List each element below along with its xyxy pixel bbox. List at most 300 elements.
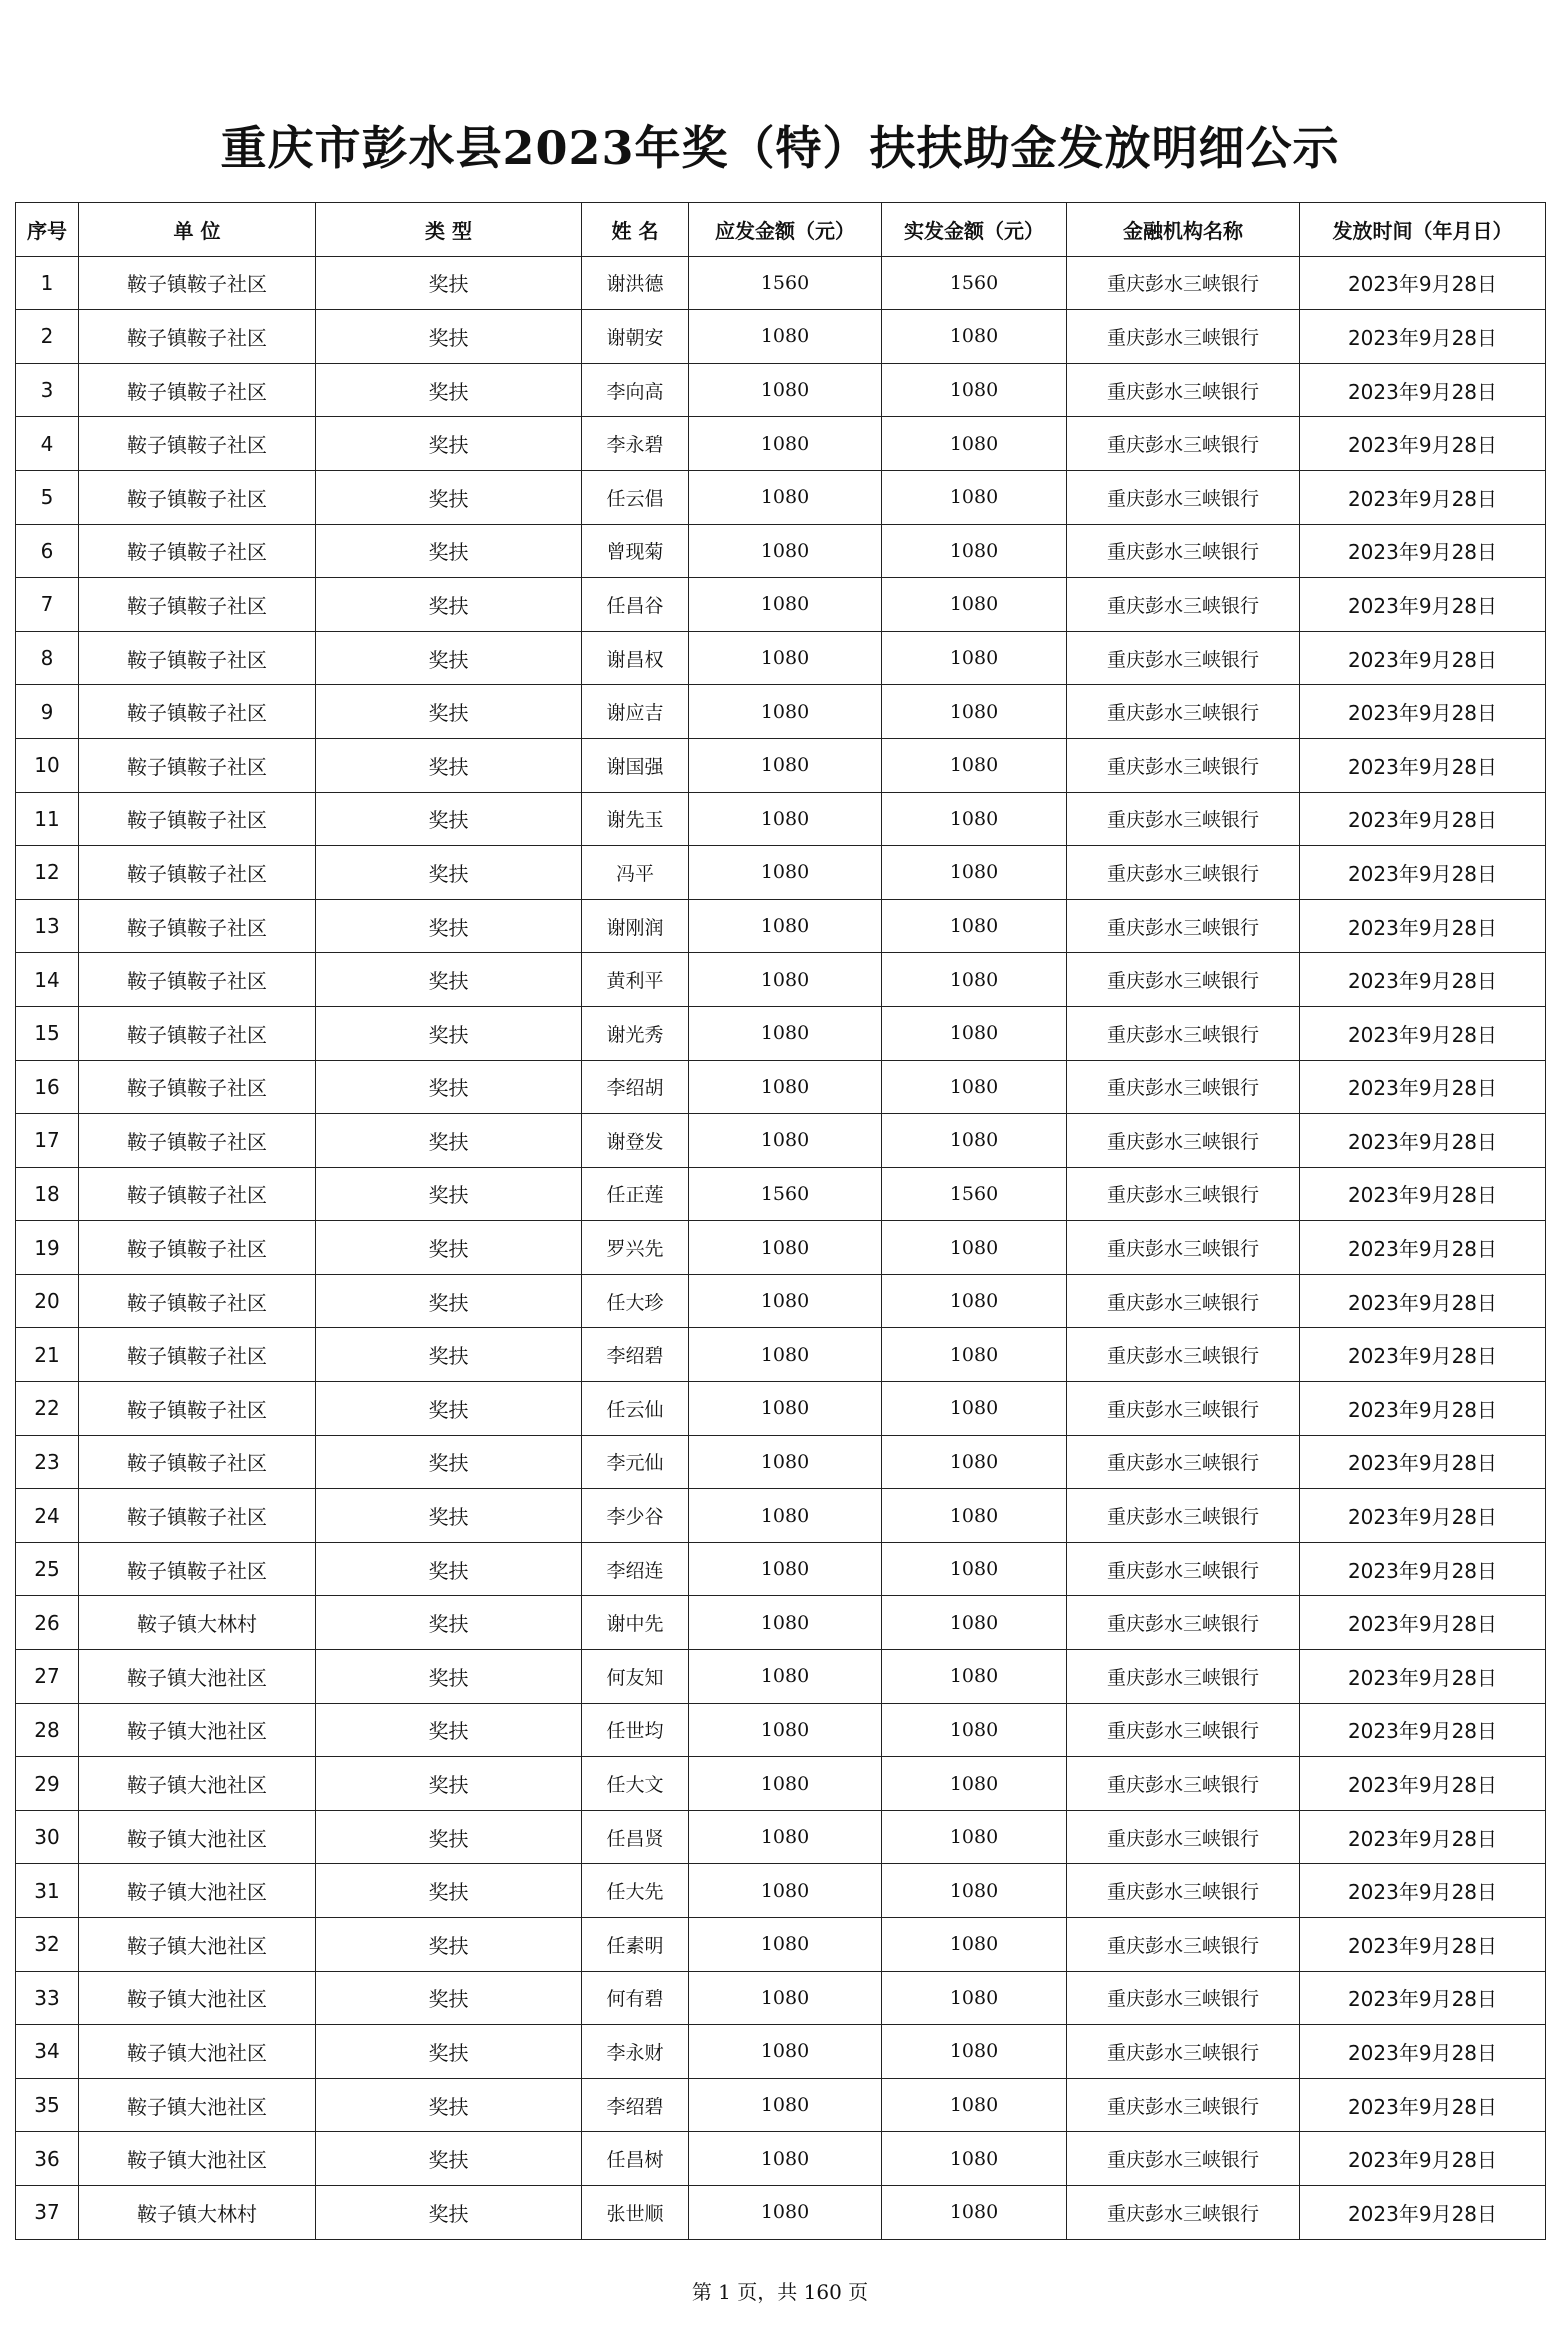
cell-type: 奖扶 [316, 1167, 582, 1221]
cell-amount-due: 1080 [689, 899, 882, 953]
cell-name: 李永财 [582, 2025, 689, 2079]
cell-unit: 鞍子镇鞍子社区 [79, 1060, 316, 1114]
cell-bank: 重庆彭水三峡银行 [1067, 738, 1300, 792]
cell-unit: 鞍子镇大池社区 [79, 2132, 316, 2186]
cell-type: 奖扶 [316, 1596, 582, 1650]
cell-unit: 鞍子镇大池社区 [79, 1971, 316, 2025]
cell-name: 任世均 [582, 1703, 689, 1757]
table-row [16, 1971, 1546, 2025]
cell-unit: 鞍子镇鞍子社区 [79, 1542, 316, 1596]
cell-unit: 鞍子镇大池社区 [79, 2078, 316, 2132]
cell-date: 2023年9月28日 [1300, 1114, 1546, 1168]
cell-date: 2023年9月28日 [1300, 470, 1546, 524]
cell-unit: 鞍子镇鞍子社区 [79, 256, 316, 310]
cell-amount-due: 1080 [689, 1114, 882, 1168]
table-row [16, 1542, 1546, 1596]
cell-type: 奖扶 [316, 1274, 582, 1328]
page-footer: 第 1 页，共 160 页 [691, 2280, 869, 2304]
cell-bank: 重庆彭水三峡银行 [1067, 1167, 1300, 1221]
table-row [16, 685, 1546, 739]
cell-amount-paid: 1080 [882, 363, 1067, 417]
cell-type: 奖扶 [316, 1006, 582, 1060]
cell-type: 奖扶 [316, 1435, 582, 1489]
cell-type: 奖扶 [316, 846, 582, 900]
cell-name: 谢洪德 [582, 256, 689, 310]
cell-name: 谢先玉 [582, 792, 689, 846]
cell-name: 任昌谷 [582, 578, 689, 632]
table-row [16, 363, 1546, 417]
cell-amount-due: 1080 [689, 1918, 882, 1972]
cell-amount-due: 1080 [689, 792, 882, 846]
cell-bank: 重庆彭水三峡银行 [1067, 417, 1300, 471]
cell-type: 奖扶 [316, 310, 582, 364]
cell-amount-paid: 1080 [882, 2078, 1067, 2132]
cell-amount-paid: 1560 [882, 1167, 1067, 1221]
cell-date: 2023年9月28日 [1300, 1918, 1546, 1972]
table-row [16, 1274, 1546, 1328]
cell-date: 2023年9月28日 [1300, 738, 1546, 792]
cell-bank: 重庆彭水三峡银行 [1067, 1435, 1300, 1489]
cell-amount-due: 1080 [689, 1060, 882, 1114]
cell-date: 2023年9月28日 [1300, 363, 1546, 417]
cell-amount-paid: 1080 [882, 310, 1067, 364]
table-row [16, 1918, 1546, 1972]
cell-index: 17 [16, 1114, 79, 1168]
table-row [16, 1167, 1546, 1221]
cell-unit: 鞍子镇大池社区 [79, 1864, 316, 1918]
cell-name: 李少谷 [582, 1489, 689, 1543]
cell-type: 奖扶 [316, 1810, 582, 1864]
cell-unit: 鞍子镇鞍子社区 [79, 310, 316, 364]
cell-index: 33 [16, 1971, 79, 2025]
cell-unit: 鞍子镇鞍子社区 [79, 1435, 316, 1489]
cell-name: 谢国强 [582, 738, 689, 792]
cell-type: 奖扶 [316, 1650, 582, 1704]
header-unit: 单 位 [79, 203, 316, 257]
cell-index: 37 [16, 2185, 79, 2239]
header-name: 姓 名 [582, 203, 689, 257]
cell-bank: 重庆彭水三峡银行 [1067, 2185, 1300, 2239]
table-row [16, 1382, 1546, 1436]
cell-date: 2023年9月28日 [1300, 1221, 1546, 1275]
cell-bank: 重庆彭水三峡银行 [1067, 1221, 1300, 1275]
cell-amount-due: 1080 [689, 578, 882, 632]
cell-index: 27 [16, 1650, 79, 1704]
table-row [16, 1757, 1546, 1811]
cell-amount-paid: 1080 [882, 846, 1067, 900]
cell-index: 21 [16, 1328, 79, 1382]
cell-unit: 鞍子镇鞍子社区 [79, 470, 316, 524]
cell-index: 12 [16, 846, 79, 900]
cell-amount-paid: 1080 [882, 1864, 1067, 1918]
header-date: 发放时间（年月日） [1300, 203, 1546, 257]
cell-unit: 鞍子镇大池社区 [79, 2025, 316, 2079]
cell-amount-due: 1080 [689, 1328, 882, 1382]
cell-bank: 重庆彭水三峡银行 [1067, 1060, 1300, 1114]
cell-index: 14 [16, 953, 79, 1007]
cell-unit: 鞍子镇鞍子社区 [79, 1167, 316, 1221]
cell-name: 任云仙 [582, 1382, 689, 1436]
cell-name: 何有碧 [582, 1971, 689, 2025]
cell-amount-due: 1080 [689, 1703, 882, 1757]
cell-bank: 重庆彭水三峡银行 [1067, 1864, 1300, 1918]
cell-bank: 重庆彭水三峡银行 [1067, 1757, 1300, 1811]
cell-bank: 重庆彭水三峡银行 [1067, 256, 1300, 310]
cell-date: 2023年9月28日 [1300, 846, 1546, 900]
cell-amount-paid: 1080 [882, 1221, 1067, 1275]
cell-index: 23 [16, 1435, 79, 1489]
cell-name: 李永碧 [582, 417, 689, 471]
cell-index: 36 [16, 2132, 79, 2186]
cell-name: 李绍碧 [582, 1328, 689, 1382]
cell-bank: 重庆彭水三峡银行 [1067, 2078, 1300, 2132]
cell-bank: 重庆彭水三峡银行 [1067, 792, 1300, 846]
cell-type: 奖扶 [316, 1060, 582, 1114]
cell-type: 奖扶 [316, 1328, 582, 1382]
cell-name: 李向高 [582, 363, 689, 417]
cell-type: 奖扶 [316, 685, 582, 739]
table-row [16, 2025, 1546, 2079]
cell-type: 奖扶 [316, 417, 582, 471]
cell-name: 李绍胡 [582, 1060, 689, 1114]
cell-date: 2023年9月28日 [1300, 685, 1546, 739]
cell-bank: 重庆彭水三峡银行 [1067, 1382, 1300, 1436]
cell-amount-paid: 1080 [882, 1382, 1067, 1436]
cell-index: 16 [16, 1060, 79, 1114]
table-body [16, 256, 1546, 2239]
cell-date: 2023年9月28日 [1300, 1382, 1546, 1436]
cell-date: 2023年9月28日 [1300, 1596, 1546, 1650]
cell-date: 2023年9月28日 [1300, 1864, 1546, 1918]
table-row [16, 470, 1546, 524]
cell-name: 黄利平 [582, 953, 689, 1007]
cell-unit: 鞍子镇鞍子社区 [79, 1114, 316, 1168]
cell-name: 何友知 [582, 1650, 689, 1704]
cell-type: 奖扶 [316, 256, 582, 310]
cell-bank: 重庆彭水三峡银行 [1067, 578, 1300, 632]
cell-bank: 重庆彭水三峡银行 [1067, 846, 1300, 900]
table-row [16, 524, 1546, 578]
cell-date: 2023年9月28日 [1300, 2132, 1546, 2186]
cell-index: 25 [16, 1542, 79, 1596]
cell-index: 19 [16, 1221, 79, 1275]
cell-amount-due: 1080 [689, 417, 882, 471]
cell-unit: 鞍子镇鞍子社区 [79, 738, 316, 792]
cell-date: 2023年9月28日 [1300, 578, 1546, 632]
cell-unit: 鞍子镇鞍子社区 [79, 417, 316, 471]
cell-bank: 重庆彭水三峡银行 [1067, 1650, 1300, 1704]
cell-amount-paid: 1080 [882, 1703, 1067, 1757]
cell-name: 任大珍 [582, 1274, 689, 1328]
cell-unit: 鞍子镇鞍子社区 [79, 1382, 316, 1436]
table-row [16, 1221, 1546, 1275]
table-row [16, 846, 1546, 900]
cell-amount-paid: 1560 [882, 256, 1067, 310]
cell-index: 35 [16, 2078, 79, 2132]
cell-index: 5 [16, 470, 79, 524]
cell-bank: 重庆彭水三峡银行 [1067, 1918, 1300, 1972]
cell-unit: 鞍子镇鞍子社区 [79, 1328, 316, 1382]
cell-bank: 重庆彭水三峡银行 [1067, 524, 1300, 578]
cell-index: 10 [16, 738, 79, 792]
cell-bank: 重庆彭水三峡银行 [1067, 1596, 1300, 1650]
cell-bank: 重庆彭水三峡银行 [1067, 2025, 1300, 2079]
cell-amount-due: 1080 [689, 1650, 882, 1704]
cell-index: 26 [16, 1596, 79, 1650]
cell-bank: 重庆彭水三峡银行 [1067, 953, 1300, 1007]
cell-bank: 重庆彭水三峡银行 [1067, 2132, 1300, 2186]
cell-amount-due: 1560 [689, 1167, 882, 1221]
cell-bank: 重庆彭水三峡银行 [1067, 310, 1300, 364]
cell-unit: 鞍子镇鞍子社区 [79, 1006, 316, 1060]
page-title: 重庆市彭水县2023年奖（特）扶扶助金发放明细公示 [220, 121, 1340, 175]
cell-date: 2023年9月28日 [1300, 1274, 1546, 1328]
cell-name: 任昌树 [582, 2132, 689, 2186]
header-bank: 金融机构名称 [1067, 203, 1300, 257]
header-type: 类 型 [316, 203, 582, 257]
cell-amount-paid: 1080 [882, 738, 1067, 792]
cell-date: 2023年9月28日 [1300, 2025, 1546, 2079]
cell-date: 2023年9月28日 [1300, 2078, 1546, 2132]
table-row [16, 899, 1546, 953]
cell-amount-paid: 1080 [882, 792, 1067, 846]
cell-bank: 重庆彭水三峡银行 [1067, 363, 1300, 417]
cell-bank: 重庆彭水三峡银行 [1067, 1971, 1300, 2025]
table-row [16, 310, 1546, 364]
cell-date: 2023年9月28日 [1300, 1435, 1546, 1489]
cell-amount-due: 1080 [689, 738, 882, 792]
table-row [16, 953, 1546, 1007]
cell-amount-paid: 1080 [882, 1971, 1067, 2025]
cell-index: 30 [16, 1810, 79, 1864]
cell-date: 2023年9月28日 [1300, 1328, 1546, 1382]
cell-name: 任素明 [582, 1918, 689, 1972]
cell-amount-due: 1080 [689, 631, 882, 685]
cell-unit: 鞍子镇鞍子社区 [79, 792, 316, 846]
cell-name: 谢朝安 [582, 310, 689, 364]
cell-index: 1 [16, 256, 79, 310]
table-row [16, 417, 1546, 471]
cell-amount-paid: 1080 [882, 417, 1067, 471]
cell-amount-paid: 1080 [882, 631, 1067, 685]
cell-unit: 鞍子镇大池社区 [79, 1918, 316, 1972]
table-row [16, 1864, 1546, 1918]
cell-bank: 重庆彭水三峡银行 [1067, 1542, 1300, 1596]
cell-date: 2023年9月28日 [1300, 1650, 1546, 1704]
cell-bank: 重庆彭水三峡银行 [1067, 1703, 1300, 1757]
cell-date: 2023年9月28日 [1300, 256, 1546, 310]
cell-amount-due: 1080 [689, 1221, 882, 1275]
cell-index: 8 [16, 631, 79, 685]
cell-amount-paid: 1080 [882, 1274, 1067, 1328]
cell-amount-paid: 1080 [882, 899, 1067, 953]
cell-amount-paid: 1080 [882, 1435, 1067, 1489]
cell-bank: 重庆彭水三峡银行 [1067, 899, 1300, 953]
cell-unit: 鞍子镇大林村 [79, 2185, 316, 2239]
cell-date: 2023年9月28日 [1300, 631, 1546, 685]
cell-bank: 重庆彭水三峡银行 [1067, 1274, 1300, 1328]
cell-unit: 鞍子镇鞍子社区 [79, 1274, 316, 1328]
cell-date: 2023年9月28日 [1300, 1489, 1546, 1543]
cell-bank: 重庆彭水三峡银行 [1067, 1006, 1300, 1060]
cell-unit: 鞍子镇鞍子社区 [79, 685, 316, 739]
cell-index: 7 [16, 578, 79, 632]
cell-type: 奖扶 [316, 2132, 582, 2186]
cell-date: 2023年9月28日 [1300, 1971, 1546, 2025]
cell-bank: 重庆彭水三峡银行 [1067, 685, 1300, 739]
table-row [16, 256, 1546, 310]
cell-amount-paid: 1080 [882, 1328, 1067, 1382]
cell-date: 2023年9月28日 [1300, 1060, 1546, 1114]
cell-unit: 鞍子镇大池社区 [79, 1757, 316, 1811]
cell-type: 奖扶 [316, 578, 582, 632]
cell-amount-due: 1080 [689, 1810, 882, 1864]
cell-index: 9 [16, 685, 79, 739]
header-row [16, 203, 1546, 257]
cell-amount-due: 1080 [689, 2132, 882, 2186]
cell-name: 谢应吉 [582, 685, 689, 739]
table-row [16, 1328, 1546, 1382]
cell-index: 2 [16, 310, 79, 364]
cell-unit: 鞍子镇鞍子社区 [79, 899, 316, 953]
cell-amount-paid: 1080 [882, 2185, 1067, 2239]
cell-name: 任昌贤 [582, 1810, 689, 1864]
table-row [16, 738, 1546, 792]
cell-unit: 鞍子镇大池社区 [79, 1650, 316, 1704]
cell-index: 34 [16, 2025, 79, 2079]
cell-date: 2023年9月28日 [1300, 899, 1546, 953]
cell-bank: 重庆彭水三峡银行 [1067, 1114, 1300, 1168]
cell-type: 奖扶 [316, 1703, 582, 1757]
cell-name: 李元仙 [582, 1435, 689, 1489]
cell-name: 谢中先 [582, 1596, 689, 1650]
cell-name: 谢登发 [582, 1114, 689, 1168]
table-row [16, 2185, 1546, 2239]
table-row [16, 1489, 1546, 1543]
cell-amount-due: 1080 [689, 1596, 882, 1650]
cell-type: 奖扶 [316, 363, 582, 417]
cell-bank: 重庆彭水三峡银行 [1067, 631, 1300, 685]
cell-amount-due: 1080 [689, 1382, 882, 1436]
cell-amount-due: 1080 [689, 470, 882, 524]
cell-unit: 鞍子镇鞍子社区 [79, 363, 316, 417]
cell-type: 奖扶 [316, 1382, 582, 1436]
cell-amount-paid: 1080 [882, 953, 1067, 1007]
table-row [16, 1703, 1546, 1757]
table-row [16, 1114, 1546, 1168]
cell-type: 奖扶 [316, 1757, 582, 1811]
table-row [16, 631, 1546, 685]
cell-amount-due: 1080 [689, 1864, 882, 1918]
cell-type: 奖扶 [316, 1489, 582, 1543]
cell-index: 32 [16, 1918, 79, 1972]
cell-index: 3 [16, 363, 79, 417]
table-row [16, 1060, 1546, 1114]
cell-index: 24 [16, 1489, 79, 1543]
cell-amount-due: 1080 [689, 2078, 882, 2132]
cell-name: 任大先 [582, 1864, 689, 1918]
cell-type: 奖扶 [316, 792, 582, 846]
cell-index: 13 [16, 899, 79, 953]
cell-type: 奖扶 [316, 2078, 582, 2132]
cell-name: 任云倡 [582, 470, 689, 524]
payment-table [15, 202, 1546, 2240]
cell-date: 2023年9月28日 [1300, 417, 1546, 471]
cell-date: 2023年9月28日 [1300, 1703, 1546, 1757]
cell-amount-paid: 1080 [882, 1650, 1067, 1704]
cell-date: 2023年9月28日 [1300, 1810, 1546, 1864]
cell-amount-paid: 1080 [882, 1810, 1067, 1864]
cell-name: 谢刚润 [582, 899, 689, 953]
cell-amount-due: 1080 [689, 1489, 882, 1543]
cell-bank: 重庆彭水三峡银行 [1067, 1489, 1300, 1543]
cell-index: 20 [16, 1274, 79, 1328]
cell-name: 谢光秀 [582, 1006, 689, 1060]
cell-date: 2023年9月28日 [1300, 1542, 1546, 1596]
table-row [16, 2078, 1546, 2132]
table-row [16, 1596, 1546, 1650]
header-amount-paid: 实发金额（元） [882, 203, 1067, 257]
cell-bank: 重庆彭水三峡银行 [1067, 1328, 1300, 1382]
cell-bank: 重庆彭水三峡银行 [1067, 470, 1300, 524]
cell-amount-paid: 1080 [882, 1489, 1067, 1543]
cell-index: 6 [16, 524, 79, 578]
cell-amount-due: 1080 [689, 953, 882, 1007]
cell-amount-due: 1080 [689, 1542, 882, 1596]
cell-amount-paid: 1080 [882, 2132, 1067, 2186]
cell-type: 奖扶 [316, 1221, 582, 1275]
cell-amount-due: 1080 [689, 1435, 882, 1489]
cell-date: 2023年9月28日 [1300, 1167, 1546, 1221]
cell-amount-paid: 1080 [882, 1006, 1067, 1060]
cell-bank: 重庆彭水三峡银行 [1067, 1810, 1300, 1864]
cell-amount-paid: 1080 [882, 1918, 1067, 1972]
header-index: 序号 [16, 203, 79, 257]
cell-amount-due: 1080 [689, 363, 882, 417]
cell-amount-due: 1080 [689, 2185, 882, 2239]
cell-amount-paid: 1080 [882, 2025, 1067, 2079]
cell-type: 奖扶 [316, 1542, 582, 1596]
table-row [16, 2132, 1546, 2186]
cell-date: 2023年9月28日 [1300, 1757, 1546, 1811]
table-row [16, 1006, 1546, 1060]
cell-type: 奖扶 [316, 2185, 582, 2239]
cell-index: 18 [16, 1167, 79, 1221]
cell-name: 冯平 [582, 846, 689, 900]
cell-unit: 鞍子镇大林村 [79, 1596, 316, 1650]
cell-type: 奖扶 [316, 524, 582, 578]
cell-amount-paid: 1080 [882, 1114, 1067, 1168]
cell-amount-due: 1080 [689, 685, 882, 739]
cell-name: 任正莲 [582, 1167, 689, 1221]
cell-amount-due: 1080 [689, 1757, 882, 1811]
cell-unit: 鞍子镇鞍子社区 [79, 631, 316, 685]
cell-index: 4 [16, 417, 79, 471]
cell-unit: 鞍子镇鞍子社区 [79, 846, 316, 900]
cell-name: 李绍碧 [582, 2078, 689, 2132]
cell-type: 奖扶 [316, 1114, 582, 1168]
cell-type: 奖扶 [316, 738, 582, 792]
cell-date: 2023年9月28日 [1300, 792, 1546, 846]
table-row [16, 1435, 1546, 1489]
cell-date: 2023年9月28日 [1300, 2185, 1546, 2239]
cell-amount-due: 1080 [689, 846, 882, 900]
cell-amount-paid: 1080 [882, 1596, 1067, 1650]
header-amount-due: 应发金额（元） [689, 203, 882, 257]
cell-name: 任大文 [582, 1757, 689, 1811]
cell-date: 2023年9月28日 [1300, 310, 1546, 364]
table-row [16, 1810, 1546, 1864]
